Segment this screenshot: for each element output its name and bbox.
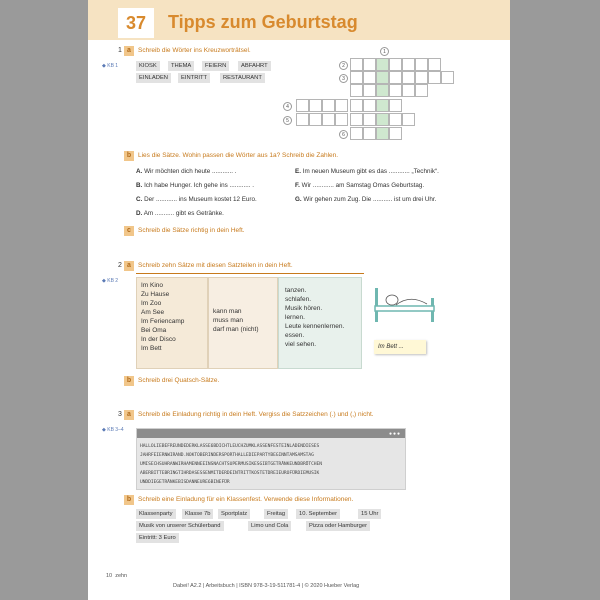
crossword-cell[interactable] bbox=[389, 58, 402, 71]
crossword-cell[interactable] bbox=[322, 113, 335, 126]
word-chip: EINLADEN bbox=[136, 73, 171, 83]
info-chip: Musik von unserer Schülerband bbox=[136, 521, 224, 531]
crossword-cell[interactable] bbox=[402, 84, 415, 97]
sentence-d: D. Am ........... gibt es Getränke. bbox=[136, 210, 224, 217]
bed-illustration bbox=[372, 280, 438, 324]
list-item: kann man bbox=[213, 308, 242, 315]
kb-reference-3: ◆ KB 3–4 bbox=[102, 427, 124, 433]
exercise-3a-letter: a bbox=[124, 410, 134, 420]
crossword-cell[interactable] bbox=[441, 71, 454, 84]
list-item: In der Disco bbox=[141, 336, 176, 343]
crossword-cell[interactable] bbox=[376, 58, 389, 71]
crossword-number: 1 bbox=[380, 47, 389, 56]
crossword-cell[interactable] bbox=[402, 71, 415, 84]
word-chip: ABFAHRT bbox=[238, 61, 271, 71]
list-item: viel sehen. bbox=[285, 341, 317, 348]
crossword-cell[interactable] bbox=[389, 84, 402, 97]
sentence-e: E. Im neuen Museum gibt es das ............ „Technik“. bbox=[295, 168, 439, 175]
list-item: darf man (nicht) bbox=[213, 326, 259, 333]
crossword-number: 3 bbox=[339, 74, 348, 83]
kb-reference-2: ◆ KB 2 bbox=[102, 278, 119, 284]
crossword-cell[interactable] bbox=[376, 127, 389, 140]
crossword-cell[interactable] bbox=[335, 99, 348, 112]
crossword-cell[interactable] bbox=[296, 99, 309, 112]
list-item: Im Kino bbox=[141, 282, 164, 289]
crossword-number: 6 bbox=[339, 130, 348, 139]
crossword-cell[interactable] bbox=[363, 84, 376, 97]
crossword-cell[interactable] bbox=[415, 58, 428, 71]
word-chip: THEMA bbox=[168, 61, 194, 71]
exercise-2b-instruction: Schreib drei Quatsch-Sätze. bbox=[138, 377, 220, 384]
word-chip: KIOSK bbox=[136, 61, 160, 71]
list-item: Im Zoo bbox=[141, 300, 162, 307]
crossword-cell[interactable] bbox=[389, 71, 402, 84]
info-chip: Pizza oder Hamburger bbox=[306, 521, 370, 531]
crossword-cell[interactable] bbox=[428, 71, 441, 84]
crossword-cell[interactable] bbox=[376, 71, 389, 84]
exercise-3b-letter: b bbox=[124, 495, 134, 505]
crossword-cell[interactable] bbox=[350, 84, 363, 97]
crossword-cell[interactable] bbox=[415, 71, 428, 84]
exercise-2b-letter: b bbox=[124, 376, 134, 386]
exercise-3a-instruction: Schreib die Einladung richtig in dein Heft. Vergiss die Satzzeichen (.) und (,) nicht. bbox=[138, 411, 374, 418]
list-item: Am See bbox=[141, 309, 165, 316]
info-chip: Freitag bbox=[264, 509, 288, 519]
sentence-c: C. Der ............ ins Museum kostet 12 Euro. bbox=[136, 196, 257, 203]
page-number: 10 zehn bbox=[106, 573, 128, 579]
list-item: essen. bbox=[285, 332, 305, 339]
workbook-page bbox=[88, 0, 510, 600]
window-dots-icon: ●●● bbox=[388, 431, 401, 437]
crossword-cell[interactable] bbox=[363, 113, 376, 126]
crossword-cell[interactable] bbox=[376, 113, 389, 126]
list-item: Zu Hause bbox=[141, 291, 170, 298]
column-3-list bbox=[285, 286, 344, 349]
crossword-cell[interactable] bbox=[363, 71, 376, 84]
crossword-number: 4 bbox=[283, 102, 292, 111]
scrambled-line: UMISECHSUHRANWIRHAMENNEEINSNACHTSUPERMUSIKESGIBTGETRÄNKEUNDBRÖTCHEN bbox=[140, 462, 322, 467]
sentence-f: F. Wir ............ am Samstag Omas Geburtstag. bbox=[295, 182, 425, 189]
exercise-3b-instruction: Schreib eine Einladung für ein Klassenfest. Verwende diese Informationen. bbox=[138, 496, 354, 503]
info-chip: 15 Uhr bbox=[358, 509, 381, 519]
crossword-cell[interactable] bbox=[363, 99, 376, 112]
crossword-cell[interactable] bbox=[389, 127, 402, 140]
exercise-3-number: 3 bbox=[118, 411, 122, 418]
crossword-cell[interactable] bbox=[309, 99, 322, 112]
crossword-cell[interactable] bbox=[402, 113, 415, 126]
exercise-1c-instruction: Schreib die Sätze richtig in dein Heft. bbox=[138, 227, 245, 234]
word-chip: FEIERN bbox=[202, 61, 229, 71]
crossword-cell[interactable] bbox=[428, 58, 441, 71]
exercise-1c-letter: c bbox=[124, 226, 134, 236]
exercise-2a-instruction: Schreib zehn Sätze mit diesen Satzteilen in dein Heft. bbox=[138, 262, 293, 269]
list-item: Im Bett bbox=[141, 345, 162, 352]
window-titlebar bbox=[137, 429, 405, 438]
list-item: Musik hören. bbox=[285, 305, 323, 312]
crossword-cell[interactable] bbox=[363, 58, 376, 71]
crossword-cell[interactable] bbox=[322, 99, 335, 112]
crossword-cell[interactable] bbox=[350, 58, 363, 71]
column-2-list bbox=[213, 307, 259, 334]
sentence-b: B. Ich habe Hunger. Ich gehe ins ............ . bbox=[136, 182, 254, 189]
invitation-window bbox=[136, 428, 406, 490]
list-item: Leute kennenlernen. bbox=[285, 323, 345, 330]
column-1-list bbox=[141, 281, 184, 353]
list-item: schlafen. bbox=[285, 296, 312, 303]
crossword-cell[interactable] bbox=[350, 99, 363, 112]
kb-reference-1: ◆ KB 1 bbox=[102, 63, 119, 69]
crossword-cell[interactable] bbox=[389, 99, 402, 112]
info-chip: Eintritt: 3 Euro bbox=[136, 533, 179, 543]
info-chip: Klassenparty bbox=[136, 509, 176, 519]
list-item: Im Feriencamp bbox=[141, 318, 185, 325]
example-note: Im Bett ... bbox=[374, 340, 426, 354]
crossword-cell[interactable] bbox=[309, 113, 322, 126]
scrambled-line: ABERBITTEBRINGTIHRDASESSENMITDERDEINTRITTKOSTETDREIEUROFÜRDIEMUSIK bbox=[140, 471, 320, 476]
crossword-cell[interactable] bbox=[350, 113, 363, 126]
info-chip: Sportplatz bbox=[218, 509, 250, 519]
unit-number: 37 bbox=[118, 8, 154, 38]
crossword-cell[interactable] bbox=[363, 127, 376, 140]
unit-title: Tipps zum Geburtstag bbox=[168, 12, 358, 32]
crossword-number: 2 bbox=[339, 61, 348, 70]
crossword-cell[interactable] bbox=[389, 113, 402, 126]
list-item: muss man bbox=[213, 317, 243, 324]
imprint: Dabei! A2.2 | Arbeitsbuch | ISBN 978-3-19-511781-4 | © 2020 Hueber Verlag bbox=[173, 583, 360, 589]
sentence-g: G. Wir gehen zum Zug. Die ........... ist um drei Uhr. bbox=[295, 196, 437, 203]
exercise-1a-letter: a bbox=[124, 46, 134, 56]
crossword-cell[interactable] bbox=[415, 84, 428, 97]
crossword-cell[interactable] bbox=[350, 71, 363, 84]
info-chip: 10. September bbox=[296, 509, 340, 519]
list-item: Bei Oma bbox=[141, 327, 167, 334]
word-chip: EINTRITT bbox=[178, 73, 210, 83]
exercise-2-number: 2 bbox=[118, 262, 122, 269]
crossword-cell[interactable] bbox=[402, 58, 415, 71]
crossword-number: 5 bbox=[283, 116, 292, 125]
crossword-cell[interactable] bbox=[376, 99, 389, 112]
exercise-1-number: 1 bbox=[118, 47, 122, 54]
scrambled-line: HALLOLIEBEFREUNDEDERKLASSE6BDICHTLEUCHZUMKLASSENFESTEINLADENDIESES bbox=[140, 444, 320, 449]
exercise-1b-instruction: Lies die Sätze. Wohin passen die Wörter aus 1a? Schreib die Zahlen. bbox=[138, 152, 339, 159]
divider bbox=[136, 273, 364, 274]
exercise-1a-instruction: Schreib die Wörter ins Kreuzworträtsel. bbox=[138, 47, 251, 54]
list-item: tanzen. bbox=[285, 287, 307, 294]
crossword-cell[interactable] bbox=[350, 127, 363, 140]
list-item: lernen. bbox=[285, 314, 305, 321]
scrambled-line: UNDDIEGETRÄNKEBISDANNEURE6BINEFÜR bbox=[140, 480, 230, 485]
scrambled-text bbox=[137, 438, 405, 491]
unit-header bbox=[88, 0, 510, 40]
crossword-cell[interactable] bbox=[376, 84, 389, 97]
crossword-cell[interactable] bbox=[335, 113, 348, 126]
word-chip: RESTAURANT bbox=[220, 73, 265, 83]
info-chip: Limo und Cola bbox=[248, 521, 291, 531]
exercise-2a-letter: a bbox=[124, 261, 134, 271]
crossword-cell[interactable] bbox=[296, 113, 309, 126]
scrambled-line: JAHRFEIERNWIRAND.NOKTOBERINDERSPORTHALLEDIEPARTYBEGINNTAMSAMSTAG bbox=[140, 453, 314, 458]
exercise-1b-letter: b bbox=[124, 151, 134, 161]
info-chip: Klasse 7b bbox=[182, 509, 213, 519]
sentence-a: A. Wir möchten dich heute ............ . bbox=[136, 168, 237, 175]
